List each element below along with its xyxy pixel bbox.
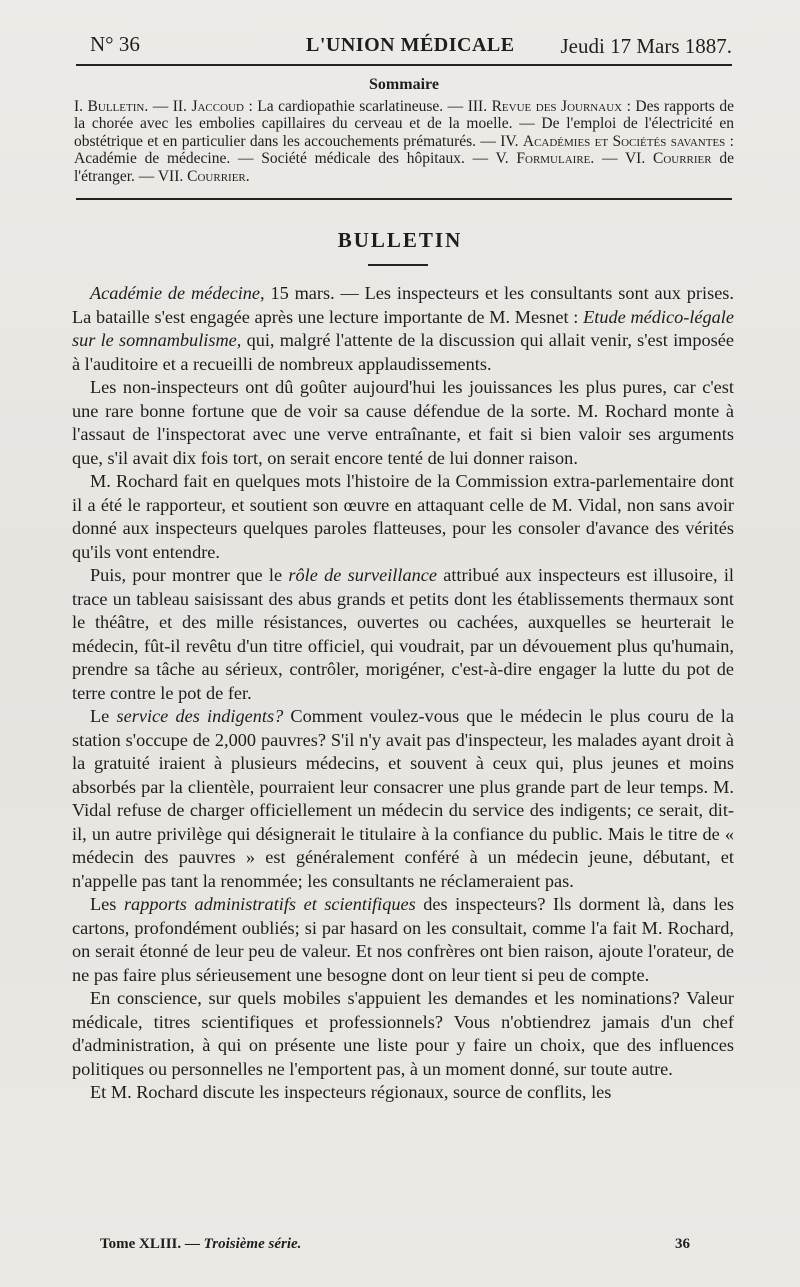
sommaire-section — [74, 76, 734, 185]
issue-number: N° 36 — [90, 32, 140, 56]
text-run: : Des rapports de la chorée avec les embolies capillaires du cerveau et de la moelle. — De l'emploi de l'électricité en obstétrique et en particulier dans les accouchements prématurés. — IV. — [74, 97, 734, 150]
bulletin-paragraph — [72, 705, 734, 893]
italic-run: Académie de médecine, — [90, 283, 265, 303]
text-run: 15 mars. — Les inspecteurs et les consultants sont aux prises. La bataille s'est engagée après une lecture importante de M. Mesnet : — [72, 283, 734, 327]
footer-serie: Troisième série. — [203, 1236, 302, 1252]
small-caps-run: Courrier — [187, 167, 246, 185]
small-caps-run: Jaccoud — [191, 97, 244, 115]
bulletin-body — [72, 282, 734, 1105]
sommaire-title: Sommaire — [369, 76, 439, 93]
small-caps-run: Formulaire — [516, 150, 591, 167]
italic-run: Etude médico-légale sur le somnambulisme, — [72, 306, 734, 350]
small-caps-run: Académies et Sociétés savantes — [522, 132, 726, 150]
italic-run: service des indigents? — [116, 706, 284, 726]
bulletin-paragraph — [72, 1081, 734, 1105]
bulletin-paragraph — [72, 376, 734, 470]
text-run: qui, malgré l'attente de la discussion qui allait venir, s'est imposée à l'auditoire et a recueilli de nombreux applaudissements. — [72, 330, 734, 374]
header-rule — [76, 64, 732, 66]
text-run: — II. — [148, 97, 192, 115]
text-run: . — VI. — [590, 150, 653, 167]
italic-run: rôle de surveillance — [288, 565, 437, 585]
text-run: En conscience, sur quels mobiles s'appuient les demandes et les nominations? Valeur médicale, titres scientifiques et professionnels? Vous n'obtiendrez jamais d'un chef d'administration, à qui on présente une liste pour y faire un choix, que des influences politiques ou personnelles ne l'emportent pas, à un moment donné, sur toute autre. — [72, 988, 734, 1079]
title-underline — [368, 264, 428, 266]
sommaire-rule — [76, 198, 732, 200]
text-run: Les — [90, 894, 124, 914]
text-run: des inspecteurs? Ils dorment là, dans les cartons, profondément oubliés; si par hasard on les consultait, comme l'a fait M. Rochard, on serait étonné de leur peu de valeur. Et nos confrères ont bien raison, ajoute l'orateur, de ne pas faire plus sérieusement une besogne dont on leur tient si peu de compte. — [72, 894, 734, 985]
text-run: Les non-inspecteurs ont dû goûter aujourd'hui les jouissances les plus pures, car c'est une rare bonne fortune que de voir sa cause défendue de la sorte. M. Rochard monte à l'assaut de l'inspectorat avec une verve entraînante, et fait si bien valoir ses arguments que, s'il avait dix fois tort, on serait encore tenté de lui donner raison. — [72, 377, 734, 468]
bulletin-paragraph — [72, 987, 734, 1081]
footer-tome: Tome XLIII. — — [100, 1236, 204, 1252]
italic-run: rapports administratifs et scientifiques — [123, 894, 416, 914]
text-run: Et M. Rochard discute les inspecteurs régionaux, source de conflits, les — [90, 1082, 612, 1102]
text-run: : La cardiopathie scarlatineuse. — III. — [243, 97, 492, 115]
small-caps-run: I. Bulletin. — [74, 97, 149, 115]
text-run: : Académie de médecine. — Société médicale des hôpitaux. — V. — [74, 132, 734, 167]
text-run: . — [245, 167, 250, 185]
sommaire-text — [74, 98, 734, 186]
text-run: attribué aux inspecteurs est illusoire, il trace un tableau saisissant des abus grands et petits dont les établissements thermaux sont le théâtre, et des mille résistances, ouvertes ou cachées, auxquelles se heurterait le médecin, fût-il revêtu d'un titre officiel, qui voudrait, par un dévouement plus qu'humain, prendre sa tâche au sérieux, contrôler, morigéner, c'est-à-dire engager la lutte du pot de terre contre le pot de fer. — [72, 565, 734, 703]
text-run: Puis, pour montrer que le — [90, 565, 289, 585]
bulletin-paragraph — [72, 564, 734, 705]
small-caps-run: Revue des Journaux — [491, 97, 623, 115]
journal-title: L'UNION MÉDICALE — [306, 34, 515, 56]
small-caps-run: Courrier — [652, 150, 712, 167]
text-run: Comment voulez-vous que le médecin le plus couru de la station s'occupe de 2,000 pauvres? S'il n'y avait pas d'inspecteur, les malades ayant droit à la gratuité iraient à plusieurs médecins, et souvent à ceux qui, plus jeunes et moins absorbés par la clientèle, pourraient leur consacrer une plus grande part de leur temps. M. Vidal refuse de charger officiellement un médecin du service des indigents; ce serait, dit-il, un autre privilège qui désignerait le titulaire à la confiance du public. Mais le titre de « médecin des pauvres » est généralement conféré à un médecin jeune, débutant, et n'appelle pas tant la renommée; les consultants ne réclameraient pas. — [72, 706, 734, 891]
text-run: Le — [90, 706, 117, 726]
bulletin-paragraph — [72, 282, 734, 376]
page-header — [76, 28, 732, 64]
bulletin-paragraph — [72, 470, 734, 564]
page-number: 36 — [675, 1236, 690, 1252]
bulletin-paragraph — [72, 893, 734, 987]
text-run: M. Rochard fait en quelques mots l'histoire de la Commission extra-parlementaire dont il a été le rapporteur, et soutient son œuvre en attaquant celle de M. Vidal, non sans avoir donné aux inspecteurs quelques paroles flatteuses, pour les consoler d'avance des vérités qu'ils vont entendre. — [72, 471, 734, 562]
issue-date: Jeudi 17 Mars 1887. — [560, 34, 732, 58]
footer-volume — [100, 1236, 301, 1253]
bulletin-title: BULLETIN — [337, 228, 463, 252]
text-run: de l'étranger. — VII. — [74, 150, 734, 185]
